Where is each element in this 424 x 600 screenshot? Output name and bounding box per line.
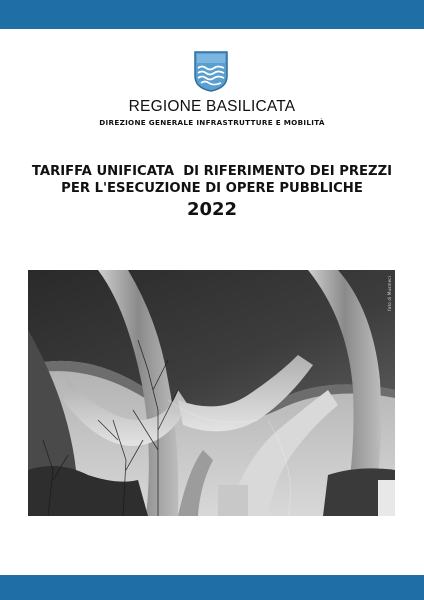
top-color-band	[0, 0, 424, 29]
document-title-line-1: TARIFFA UNIFICATA DI RIFERIMENTO DEI PREZZI	[31, 164, 393, 179]
bridge-photo-illustration	[28, 270, 395, 516]
coat-of-arms-icon	[193, 50, 229, 92]
department-name: DIREZIONE GENERALE INFRASTRUTTURE E MOBILITÀ	[99, 118, 325, 127]
cover-photo	[28, 270, 395, 516]
document-year: 2022	[186, 199, 238, 220]
bottom-color-band	[0, 575, 424, 600]
document-title-line-2: PER L'ESECUZIONE DI OPERE PUBBLICHE	[61, 181, 363, 196]
organization-name: REGIONE BASILICATA	[128, 98, 296, 115]
photo-credit: foto di Musmeci	[387, 276, 392, 311]
